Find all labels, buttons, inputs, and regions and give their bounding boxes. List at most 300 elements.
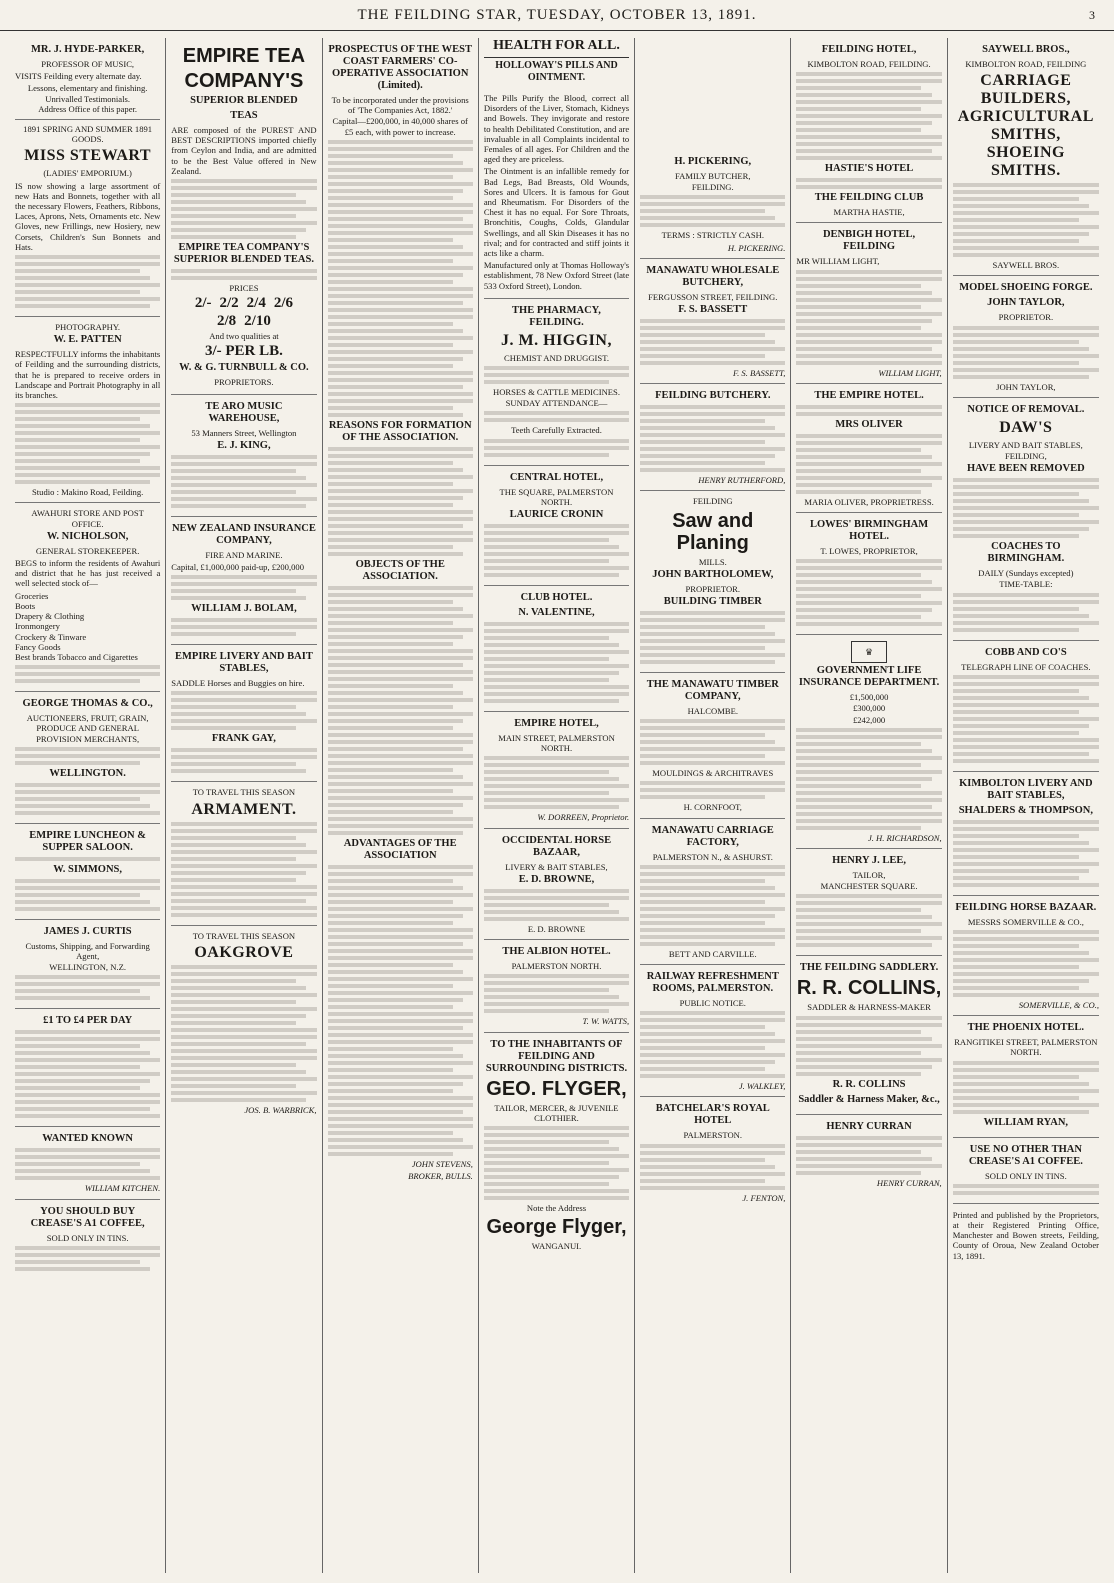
body-text-lines (171, 748, 316, 773)
ad-sign: JOS. B. WARBRICK, (244, 1104, 317, 1115)
ad-big: CARRIAGE BUILDERS, AGRICULTURAL SMITHS, SHOEING SMITHS. (957, 72, 1094, 180)
ad-line: BUILDING TIMBER (663, 596, 762, 608)
ad-text: Capital, £1,000,000 paid-up, £200,000 (171, 562, 304, 573)
body-text-lines (796, 178, 941, 189)
ad-club-hotel (484, 586, 629, 712)
ad-text: Manufactured only at Thomas Holloway's establishment, 78 New Oxford Street (late 533 Oxford Street), London. (483, 260, 630, 291)
body-text-lines (796, 434, 941, 494)
ad-head: FEILDING HORSE BAZAAR. (955, 901, 1097, 913)
body-text-lines (953, 183, 1099, 257)
ad-head: NOTICE OF REMOVAL. (967, 403, 1085, 415)
ad-head: HENRY CURRAN (826, 1120, 912, 1132)
price-row (171, 312, 316, 330)
body-text-lines (328, 865, 473, 1156)
ad-line: HAVE BEEN REMOVED (967, 463, 1085, 475)
imprint (953, 1204, 1099, 1268)
coaches-timetable: TIME-TABLE: (999, 579, 1053, 590)
ad-refreshment-rooms (640, 965, 785, 1097)
ad-sign: Studio : Makino Road, Feilding. (32, 487, 144, 498)
body-text-lines (171, 691, 316, 730)
ad-name: FRANK GAY, (211, 733, 276, 745)
ad-place: HALCOMBE. (687, 706, 738, 717)
price: 2/6 (273, 295, 294, 312)
ad-text: BEGS to inform the residents of Awahuri and district that he has just received a well selected stock of— (15, 558, 161, 589)
ad-sign: J. H. RICHARDSON, (867, 832, 942, 843)
body-text-lines (484, 524, 629, 577)
ad-head: SAYWELL BROS., (982, 44, 1070, 55)
price-per-lb: 3/- PER LB. (204, 343, 283, 360)
ad-text: RESPECTFULLY informs the inhabitants of Feilding and the surrounding districts, that he is prepared to receive orders in Landscape and Portrait Photography in all its branches. (15, 349, 161, 401)
masthead-title: THE FEILDING STAR, TUESDAY, OCTOBER 13, 1891. (357, 6, 757, 23)
ad-title: PHOTOGRAPHY. (55, 322, 121, 333)
ad-sign: H. PICKERING. (727, 242, 786, 253)
ad-horse-bazaar (953, 896, 1099, 1016)
ad-taylor (953, 276, 1099, 397)
ad-pharmacy (484, 299, 629, 466)
ad-awahuri (15, 503, 160, 692)
ad-feilding-hotel (796, 38, 941, 223)
ad-line: Lessons, elementary and finishing. (27, 83, 148, 94)
column-6 (791, 38, 947, 1573)
price-row (171, 294, 316, 312)
ad-head: USE NO OTHER THAN CREASE'S A1 COFFEE. (968, 1143, 1083, 1167)
ad-head: THE ALBION HOTEL. (502, 946, 611, 958)
body-text-lines (484, 1126, 629, 1200)
ad-name-2: George Flyger, (486, 1216, 627, 1239)
ad-curtis (15, 920, 160, 1010)
stock-item: Groceries (15, 590, 49, 601)
ad-head: OCCIDENTAL HORSE BAZAAR, (501, 834, 612, 858)
ad-sign: SOMERVILLE, & CO., (1018, 1000, 1099, 1011)
body-text-lines (796, 894, 941, 947)
column-3 (323, 38, 479, 1573)
ad-name: W. NICHOLSON, (46, 530, 129, 542)
ad-holloway (484, 87, 629, 299)
ad-head: WANTED KNOWN (42, 1133, 133, 1145)
body-text-lines (796, 270, 941, 365)
ad-head: THE PHOENIX HOTEL. (967, 1022, 1085, 1034)
ad-sub: KIMBOLTON ROAD, FEILDING. (807, 59, 931, 69)
ad-hyde-parker (15, 38, 160, 120)
ad-text: VISITS Feilding every alternate day. (15, 71, 142, 82)
body-text-lines (15, 857, 160, 861)
body-text-lines (171, 179, 316, 239)
coaches-head: COACHES TO BIRMINGHAM. (987, 541, 1065, 565)
ad-sub: SADDLER & HARNESS-MAKER (807, 1002, 931, 1013)
stock-item: Drapery & Clothing (15, 611, 85, 622)
ad-sign: W. & G. TURNBULL & CO. (179, 362, 309, 374)
ad-sub: PALMERSTON NORTH. (511, 961, 602, 972)
ad-head: MANAWATU CARRIAGE FACTORY, (651, 824, 774, 848)
ad-line: Address Office of this paper. (38, 103, 138, 114)
ad-sign: F. S. BASSETT, (732, 368, 786, 379)
body-text-lines (171, 575, 316, 600)
body-text-lines (953, 1061, 1099, 1114)
ad-club: THE FEILDING CLUB (814, 192, 924, 204)
ad-empire-luncheon (15, 824, 160, 920)
body-text-lines (484, 366, 629, 384)
body-text-lines (796, 728, 941, 830)
body-text-lines (640, 781, 785, 799)
ad-phoenix-hotel (953, 1016, 1099, 1137)
prices-label: PRICES (229, 283, 259, 294)
column-7 (948, 38, 1104, 1573)
body-text-lines (484, 756, 629, 809)
ad-sign: WILLIAM LIGHT, (878, 367, 942, 378)
ad-head: FEILDING (692, 496, 733, 507)
ad-sub: TELEGRAPH LINE OF COACHES. (961, 661, 1091, 672)
price: 2/- (194, 295, 212, 312)
ad-sign: H. CORNFOOT, (683, 802, 742, 813)
ad-crease-coffee (15, 1200, 160, 1279)
body-text-lines (796, 405, 941, 416)
ad-saywell (953, 38, 1099, 276)
ad-role: AUCTIONEERS, FRUIT, GRAIN, PRODUCE AND GENERAL PROVISION MERCHANTS, (26, 713, 149, 744)
body-text-lines (171, 965, 316, 1102)
ad-sub: TAILOR, MERCER, & JUVENILE CLOTHIER. (494, 1102, 619, 1123)
body-text-lines (640, 719, 785, 765)
body-text-lines (15, 747, 160, 765)
ad-sub: MAIN STREET, PALMERSTON NORTH. (498, 733, 615, 754)
ad-sign-role: PROPRIETORS. (214, 377, 274, 388)
ad-sign: W. DORREEN, Proprietor. (537, 812, 630, 823)
ad-miss-stewart (15, 120, 160, 317)
ad-sub: PALMERSTON N., & ASHURST. (652, 851, 773, 862)
ad-empire-livery (171, 645, 316, 782)
ad-surplus: £242,000 (852, 714, 886, 725)
body-text-lines (953, 1184, 1099, 1195)
ad-head: TE ARO MUSIC WAREHOUSE, (205, 400, 283, 424)
ad-title: COMPANY'S (184, 70, 304, 92)
ad-name: F. S. BASSETT (678, 304, 748, 316)
ad-place: WELLINGTON, N.Z. (49, 962, 126, 973)
ad-carriage-factory (640, 819, 785, 965)
body-text-lines (15, 783, 160, 815)
ad-name: MR WILLIAM LIGHT, (796, 256, 880, 267)
ad-role: PROFESSOR OF MUSIC, (41, 59, 135, 69)
body-text-lines (15, 665, 160, 683)
body-text-lines (640, 405, 785, 472)
body-text-lines (796, 1016, 941, 1076)
body-text-lines (640, 611, 785, 664)
body-text-lines (15, 1030, 160, 1118)
ad-head: TO TRAVEL THIS SEASON (192, 930, 296, 941)
ad-sign: J. FENTON, (742, 1192, 786, 1203)
ad-sub: SOLD ONLY IN TINS. (984, 1170, 1067, 1181)
ad-prospectus (328, 38, 473, 1186)
ad-place: FEILDING, (1004, 451, 1047, 462)
body-text-lines (15, 1246, 160, 1271)
ad-head: NEW ZEALAND INSURANCE COMPANY, (171, 522, 316, 546)
ad-kimbolton-livery (953, 772, 1099, 896)
ad-sign: E. D. BROWNE (527, 923, 586, 934)
ad-sign: WILLIAM RYAN, (983, 1116, 1069, 1128)
ad-sub: KIMBOLTON ROAD, FEILDING (965, 59, 1087, 69)
stock-item: Boots (15, 600, 36, 611)
ad-head: COBB AND CO'S (985, 646, 1067, 658)
body-text-lines (171, 455, 316, 508)
body-text-lines (953, 675, 1099, 763)
ad-text: EMPIRE TEA COMPANY'S SUPERIOR BLENDED TEAS. (173, 242, 314, 266)
ad-sub: CHEMIST AND DRUGGIST. (504, 352, 609, 363)
ad-sub: FIRE AND MARINE. (205, 549, 283, 560)
body-text-lines (328, 140, 473, 417)
ad-sub: (LADIES' EMPORIUM.) (43, 168, 132, 179)
ad-head: EMPIRE HOTEL, (514, 718, 599, 730)
stock-item: Crockery & Tinware (15, 631, 87, 642)
body-text-lines (796, 72, 941, 160)
stock-item: Best brands Tobacco and Cigarettes (15, 651, 138, 662)
ad-sub: SUPERIOR BLENDED (190, 95, 298, 106)
body-text-lines (484, 411, 629, 422)
body-text-lines (15, 975, 160, 1000)
ad-batchelar (640, 1097, 785, 1207)
ad-armament (171, 782, 316, 925)
ad-sub: RANGITIKEI STREET, PALMERSTON NORTH. (954, 1037, 1098, 1058)
body-text-lines (484, 439, 629, 457)
ad-big: R. R. COLLINS, (796, 977, 942, 1000)
ad-sub: LIVERY AND BAIT STABLES, (968, 439, 1083, 450)
ad-head: GOVERNMENT LIFE INSURANCE DEPARTMENT. (798, 665, 940, 689)
ad-name: GEORGE THOMAS & CO., (22, 698, 153, 710)
body-text-lines (640, 865, 785, 946)
ad-head: RAILWAY REFRESHMENT ROOMS, PALMERSTON. (646, 971, 779, 995)
ad-name: GEO. FLYGER, (486, 1077, 627, 1100)
ad-head: THE MANAWATU TIMBER COMPANY, (646, 679, 779, 703)
body-text-lines (796, 559, 941, 626)
body-text-lines (15, 403, 160, 484)
ad-name: H. PICKERING, (674, 156, 752, 167)
body-text-lines (484, 974, 629, 1013)
ad-text: The Ointment is an infallible remedy for Bad Legs, Bad Breasts, Old Wounds, Sores and Ulcers. It is famous for Gout and Rheumatism. For Disorders of the Chest it has no equal. For Sore Throats, Bronchitis, Coughs, Colds, Glandular Swellings, and all Skin Diseases it has no rival; and for contracted and stiff joints it acts like a charm. (483, 166, 630, 259)
body-text-lines (953, 930, 1099, 997)
ad-sign: BETT AND CARVILLE. (668, 948, 757, 959)
ad-name: W. SIMMONS, (53, 863, 123, 875)
ad-name: T. LOWES, PROPRIETOR, (820, 546, 918, 557)
and-two-label: And two qualities at (209, 331, 279, 342)
ad-head: KIMBOLTON LIVERY AND BAIT STABLES, (959, 777, 1093, 801)
ad-patten (15, 317, 160, 503)
ad-occidental (484, 829, 629, 940)
ad-role: PROPRIETOR. (998, 312, 1054, 323)
ad-annual: £300,000 (852, 703, 886, 714)
ad-title: AWAHURI STORE AND POST OFFICE. (31, 508, 144, 529)
body-text-lines (328, 586, 473, 835)
price: 2/2 (219, 295, 239, 312)
body-text-lines (171, 618, 316, 636)
ad-place: FEILDING. (691, 182, 734, 193)
health-span-spacer (640, 38, 785, 150)
ad-sub: THE SQUARE, PALMERSTON NORTH. (499, 486, 614, 507)
ad-sign-2: Saddler & Harness Maker, &c., (798, 1093, 940, 1105)
ad-funds: £1,500,000 (849, 692, 889, 703)
ad-sign: HENRY RUTHERFORD, (698, 475, 786, 486)
body-text-lines (953, 593, 1099, 632)
ad-empire-tea (171, 38, 316, 395)
ad-section: ADVANTAGES OF THE ASSOCIATION (343, 837, 457, 861)
ad-head: BATCHELAR'S ROYAL HOTEL (655, 1103, 770, 1127)
ad-head: THE EMPIRE HOTEL. (814, 389, 924, 401)
body-text-lines (953, 820, 1099, 887)
ad-sign: T. W. WATTS, (582, 1016, 630, 1027)
columns (10, 38, 1104, 1573)
ad-name: JOHN BARTHOLOMEW, (652, 568, 774, 580)
masthead (0, 0, 1114, 31)
ad-name: W. E. PATTEN (53, 334, 122, 346)
ad-head: LOWES' BIRMINGHAM HOTEL. (809, 519, 929, 543)
column-2 (166, 38, 322, 1573)
ad-head: TO TRAVEL THIS SEASON (192, 787, 296, 798)
ad-wanted (15, 1127, 160, 1199)
ad-timber-company (640, 673, 785, 819)
ad-govt-insurance (796, 635, 941, 849)
ad-sawmill (640, 491, 785, 673)
column-4 (479, 38, 635, 1573)
imprint-text: Printed and published by the Proprietors, at their Registered Printing Office, Manchester and Bowen streets, Feilding, County of Oroua, New Zealand October 13, 1891. (952, 1209, 1099, 1261)
body-text-lines (953, 478, 1099, 538)
ad-head: CLUB HOTEL. (520, 592, 593, 604)
body-text-lines (953, 326, 1099, 379)
stock-item: Ironmongery (15, 621, 60, 632)
ad-nz-insurance (171, 517, 316, 645)
ad-saddlery (796, 956, 941, 1114)
ad-note: Note the Address (526, 1202, 587, 1213)
ad-name: DAW'S (999, 418, 1053, 436)
column-5 (635, 38, 791, 1573)
ad-name: N. VALENTINE, (518, 607, 595, 619)
ad-place: MANCHESTER SQUARE. (820, 881, 918, 892)
body-text-lines (640, 195, 785, 227)
ad-cobb-co (953, 641, 1099, 772)
ad-sign-role: BROKER, BULLS. (408, 1171, 473, 1182)
ad-section: REASONS FOR FORMATION OF THE ASSOCIATION. (328, 419, 472, 443)
ad-text: SADDLE Horses and Buggies on hire. (171, 678, 305, 689)
ad-name: HASTIE'S HOTEL (824, 163, 914, 175)
price: 2/8 (217, 313, 237, 330)
ad-sub: MESSRS SOMERVILLE & CO., (967, 916, 1084, 927)
health-sub: HOLLOWAY'S PILLS AND OINTMENT. (495, 60, 618, 83)
ad-sub: LIVERY & BAIT STABLES, (505, 861, 608, 872)
ad-title: EMPIRE TEA (182, 45, 306, 67)
body-text-lines (484, 622, 629, 703)
ad-sign: JOHN STEVENS, (411, 1158, 473, 1169)
ad-name: MRS OLIVER (835, 418, 903, 430)
page-number: 3 (1089, 8, 1096, 22)
body-text-lines (484, 889, 629, 921)
body-text-lines (796, 1136, 941, 1175)
ad-wholesale-butchery (640, 259, 785, 384)
ad-feilding-butchery (640, 384, 785, 491)
ad-head: FEILDING HOTEL, (821, 44, 917, 55)
ad-line: Unrivalled Testimonials. (45, 93, 130, 104)
ad-text: ARE composed of the PUREST AND BEST DESCRIPTIONS imported chiefly from Ceylon and India, and are admitted to be the Best Value offered in New Zealand. (171, 125, 317, 176)
ad-head: DENBIGH HOTEL, FEILDING (822, 229, 916, 253)
ad-name: MISS STEWART (24, 147, 152, 165)
body-text-lines (640, 1144, 785, 1190)
ad-sub: PUBLIC NOTICE. (679, 998, 746, 1009)
ad-head: THE FEILDING SADDLERY. (799, 962, 939, 974)
ad-name: WILLIAM J. BOLAM, (191, 603, 297, 615)
ad-sign: WILLIAM KITCHEN. (84, 1183, 161, 1194)
ad-sign: J. WALKLEY, (738, 1081, 786, 1092)
ad-sign: MARIA OLIVER, PROPRIETRESS. (804, 496, 934, 507)
ad-sub: 53 Manners Street, Wellington (191, 427, 297, 438)
price: 2/4 (246, 295, 266, 312)
ad-lowes-hotel (796, 513, 941, 635)
ad-oakgrove (171, 926, 316, 1120)
crown-seal-icon: ♛ (851, 641, 887, 663)
ad-sign: HENRY CURRAN, (876, 1177, 942, 1188)
ad-name: ARMAMENT. (191, 800, 297, 818)
stock-item: Fancy Goods (15, 641, 61, 652)
ad-notice-removal (953, 398, 1099, 641)
ad-sub: TEAS (230, 110, 258, 121)
ad-head: FEILDING BUTCHERY. (655, 390, 771, 402)
ad-head: MODEL SHOEING FORGE. (959, 282, 1093, 294)
ad-big: Saw and Planing (672, 509, 754, 554)
ad-sub: Customs, Shipping, and Forwarding Agent, (25, 940, 150, 961)
body-text-lines (640, 1011, 785, 1078)
ad-central-hotel (484, 466, 629, 586)
ad-place: WANGANUI. (531, 1241, 582, 1252)
body-text-lines (328, 447, 473, 556)
ad-sub: SOLD ONLY IN TINS. (46, 1232, 129, 1243)
ad-albion (484, 940, 629, 1032)
ad-sub: MILLS. (698, 556, 727, 567)
ad-empire-hotel-feilding (796, 384, 941, 513)
ad-section: OBJECTS OF THE ASSOCIATION. (355, 558, 445, 582)
ad-sign: SAYWELL BROS. (992, 260, 1060, 271)
ad-head: EMPIRE LIVERY AND BAIT STABLES, (175, 651, 313, 675)
ad-sign: SHALDERS & THOMPSON, (958, 804, 1093, 816)
ad-per-day (15, 1009, 160, 1127)
health-title: HEALTH FOR ALL. (484, 38, 629, 58)
ad-sign: MARTHA HASTIE, (833, 207, 905, 218)
ad-flyger (484, 1033, 629, 1258)
ad-crease-coffee-2 (953, 1138, 1099, 1204)
ad-head: PROSPECTUS OF THE WEST COAST FARMERS' CO-OPERATIVE ASSOCIATION (Limited). (328, 44, 473, 91)
ad-text: IS now showing a large assortment of new Hats and Bonnets, together with all the necessary Flowers, Feathers, Ribbons, Laces, Aprons, Nets, Ornaments etc. New Gloves, new Frillings, new Hosiery, new Corsets, Children's Sun Bonnets and Hats. (15, 180, 161, 252)
ad-head: £1 TO £4 PER DAY (43, 1015, 133, 1027)
ad-name: J. M. HIGGIN, (501, 331, 612, 349)
ad-head: TO THE INHABITANTS OF FEILDING AND SURROUNDING DISTRICTS. (485, 1038, 628, 1074)
ad-name: OAKGROVE (194, 943, 294, 961)
ad-te-aro (171, 395, 316, 517)
ad-name: HENRY J. LEE, (832, 855, 907, 867)
ad-sub: FERGUSSON STREET, FEILDING. (648, 291, 778, 302)
ad-line: HORSES & CATTLE MEDICINES. (492, 387, 620, 398)
ad-name: JAMES J. CURTIS (43, 925, 132, 937)
body-text-lines (15, 879, 160, 911)
ad-denbigh (796, 223, 941, 383)
ad-sub: TAILOR, (852, 870, 886, 881)
ad-role: GENERAL STOREKEEPER. (35, 545, 140, 556)
ad-terms: TERMS : STRICTLY CASH. (661, 230, 764, 241)
ad-role: PROPRIETOR. (685, 583, 741, 594)
ad-season: 1891 SPRING AND SUMMER 1891 GOODS. (23, 124, 153, 145)
ad-name: LAURICE CRONIN (509, 509, 604, 521)
body-text-lines (640, 319, 785, 365)
body-text-lines (15, 1148, 160, 1180)
column-1 (10, 38, 166, 1573)
price: 2/10 (244, 313, 271, 330)
body-text-lines (171, 822, 316, 917)
ad-sub: PALMERSTON. (683, 1130, 743, 1141)
ad-head: YOU SHOULD BUY CREASE'S A1 COFFEE, (30, 1205, 145, 1229)
body-text-lines (171, 269, 316, 280)
ad-sign: JOHN TAYLOR, (996, 381, 1056, 392)
ad-head: EMPIRE LUNCHEON & SUPPER SALOON. (29, 829, 146, 853)
